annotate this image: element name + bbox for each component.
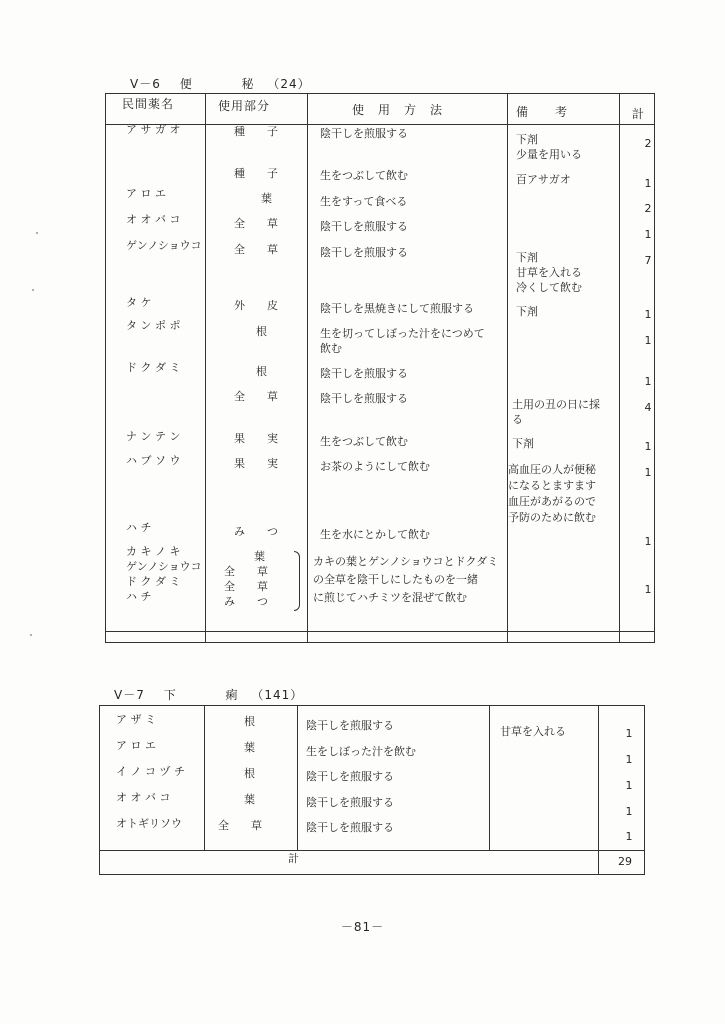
constipation-table [105, 93, 655, 643]
count-value: 1 [625, 727, 633, 740]
plant-name: ア ザ ミ [116, 713, 156, 726]
page-number: －81－ [340, 920, 385, 934]
method-text: 陰干しを煎服する [320, 220, 408, 233]
count-value: 1 [625, 805, 633, 818]
part-used: み つ [224, 595, 268, 608]
plant-name: カ キ ノ キ [126, 545, 181, 558]
count-value: 1 [644, 375, 652, 388]
method-text: 陰干しを煎服する [306, 821, 394, 834]
section-v6-code: V－6 [130, 77, 161, 91]
count-value: 1 [644, 583, 652, 596]
count-value: 1 [644, 308, 652, 321]
remark-text: 冷くして飲む [516, 281, 582, 294]
method-text: 陰干しを煎服する [306, 719, 394, 732]
header-count: 計 [632, 107, 646, 121]
count-value: 1 [625, 830, 633, 843]
section-v7-code: V－7 [114, 688, 145, 702]
method-text: 生をつぶして飲む [320, 435, 408, 448]
method-text: 陰干しを黒焼きにして煎服する [320, 302, 474, 315]
plant-name: ハ チ [126, 521, 152, 534]
part-used: 種 子 [234, 167, 278, 180]
part-used: 果 実 [234, 432, 278, 445]
scan-speck [32, 289, 34, 291]
part-used: 根 [244, 767, 255, 780]
remark-text: 予防のために飲む [508, 511, 596, 524]
plant-name: イ ノ コ ヅ チ [116, 765, 185, 778]
count-value: 4 [644, 401, 652, 414]
method-text: 飲む [320, 342, 342, 355]
remark-text: る [512, 413, 523, 426]
count-value: 1 [644, 177, 652, 190]
plant-name-part: タ ケ [126, 296, 152, 309]
part-used: み つ [234, 525, 278, 538]
method-text: 陰干しを煎服する [320, 246, 408, 259]
total-value: 29 [618, 855, 632, 868]
plant-name: ゲンノショウコ [126, 560, 202, 573]
remark-text: 下剤 [516, 305, 538, 318]
total-label: 計 [288, 852, 299, 865]
scan-speck [36, 232, 38, 234]
part-used: 全 草 [234, 390, 278, 403]
plant-name: ア サ ガ オ [126, 123, 181, 136]
remark-text: になるとますます [508, 479, 596, 492]
plant-name: オトギリソウ [116, 817, 182, 830]
remark-text: 下剤 [516, 133, 538, 146]
section-v6-title-right: 秘 [241, 77, 255, 91]
method-text: 陰干しを煎服する [320, 392, 408, 405]
count-value: 1 [625, 779, 633, 792]
count-value: 7 [644, 254, 652, 267]
section-v7-count: （141） [251, 688, 304, 702]
method-text: カキの葉とゲンノショウコとドクダミ [313, 555, 499, 568]
method-text: 生を切ってしぼった汁をにつめて [320, 327, 485, 340]
part-used: 葉 [244, 741, 255, 754]
section-v7-title-left: 下 [163, 688, 177, 702]
plant-name: ド ク ダ ミ [126, 575, 181, 588]
part-used: 葉 [244, 793, 255, 806]
scan-speck [30, 634, 32, 636]
count-value: 1 [644, 228, 652, 241]
remark-text: 甘草を入れる [516, 266, 582, 279]
section-v6-title [130, 75, 311, 92]
method-text: 生をすって食べる [320, 195, 408, 208]
remark-text: 甘草を入れる [500, 725, 566, 738]
method-text: 陰干しを煎服する [306, 770, 394, 783]
plant-name: タ ン ポ ポ [126, 319, 181, 332]
remark-text: 高血圧の人が便秘 [508, 463, 596, 476]
remark-text: 少量を用いる [516, 148, 582, 161]
count-value: 1 [644, 440, 652, 453]
plant-name: オ オ バ コ [116, 791, 171, 804]
remark-text: 下剤 [516, 251, 538, 264]
header-remarks: 備 考 [516, 105, 569, 119]
part-used: 根 [244, 715, 255, 728]
part-used: 全 草 [218, 819, 262, 832]
method-text: 陰干しを煎服する [320, 367, 408, 380]
method-text: 生をつぶして飲む [320, 169, 408, 182]
count-value: 1 [644, 334, 652, 347]
part-used: 全 草 [234, 217, 278, 230]
diarrhea-table [99, 705, 645, 875]
section-v6-count: （24） [267, 77, 311, 91]
section-v6-title-left: 便 [179, 77, 193, 91]
count-value: 2 [644, 202, 652, 215]
part-used: 全 草 [234, 243, 278, 256]
count-value: 2 [644, 137, 652, 150]
method-text: 生をしぼった汁を飲む [306, 745, 416, 758]
plant-name: オ オ バ コ [126, 213, 181, 226]
header-part-used: 使用部分 [218, 99, 271, 113]
count-value: 1 [625, 753, 633, 766]
remark-text: 百アサガオ [516, 173, 571, 186]
part-used: 全 草 [224, 580, 268, 593]
plant-name: ア ロ エ [116, 739, 156, 752]
plant-name: ハ チ [126, 590, 152, 603]
plant-name: ド ク ダ ミ [126, 361, 181, 374]
count-value: 1 [644, 535, 652, 548]
count-value: 1 [644, 466, 652, 479]
method-text: 生を水にとかして飲む [320, 528, 430, 541]
part-used: 根 [256, 325, 267, 338]
section-v7-title-right: 痢 [225, 688, 239, 702]
section-v7-title [114, 686, 303, 703]
part-used: 葉 [254, 550, 265, 563]
part-used: 果 実 [234, 457, 278, 470]
header-method: 使 用 方 法 [352, 103, 444, 117]
remark-text: 血圧があがるので [508, 495, 596, 508]
method-text: 陰干しを煎服する [320, 127, 408, 140]
header-drug-name: 民間薬名 [122, 97, 175, 111]
part-used: 根 [256, 365, 267, 378]
plant-name: ナ ン テ ン [126, 430, 181, 443]
plant-name: ゲンノショウコ [126, 239, 202, 252]
part-used: 種 子 [234, 125, 278, 138]
part-used: 外 皮 [234, 299, 278, 312]
method-text: 陰干しを煎服する [306, 796, 394, 809]
method-text: に煎じてハチミツを混ぜて飲む [313, 591, 467, 604]
plant-name: ハ ブ ソ ウ [126, 454, 181, 467]
plant-name: ア ロ エ [126, 187, 166, 200]
plant-name [126, 295, 201, 311]
part-used: 葉 [261, 192, 272, 205]
remark-text: 下剤 [512, 437, 534, 450]
method-text: の全草を陰干しにしたものを一緒 [313, 573, 478, 586]
part-used: 全 草 [224, 565, 268, 578]
method-text: お茶のようにして飲む [320, 460, 430, 473]
grouping-brace [294, 551, 300, 611]
remark-text: 土用の丑の日に採 [512, 398, 600, 411]
